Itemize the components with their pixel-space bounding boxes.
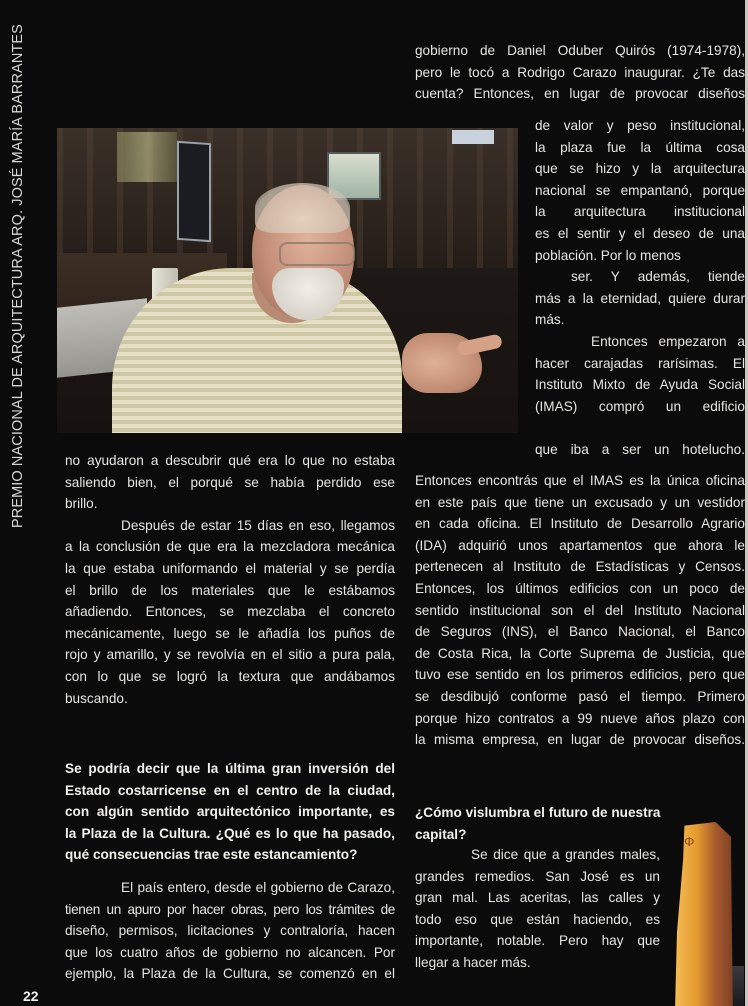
text-line: Instituto Mixto de Ayuda Social [535,377,745,393]
interview-question-future [415,802,675,845]
text-line: es el sentir y el deseo de una [535,225,745,241]
text-line: nacional se empantanó, porque [535,182,745,198]
photo-monitor [177,141,211,242]
text-line: llegar a hacer más. [415,954,531,970]
text-line: con lo que se logró la textura que andábamos [65,668,395,684]
text-line: el brillo de los materiales que le estábamos [65,582,395,598]
text-line: tuvo ese sentido en los primeros edificios, pero que [415,667,745,683]
question-line: Se podría decir que la última gran inversión del [65,761,395,776]
question-line: con algún sentido arquitectónico importante, es [65,804,395,820]
interview-answer-plaza [65,877,395,985]
photo-window [117,132,177,182]
text-line: Entonces encontrás que el IMAS es la única oficina [415,473,745,488]
text-line: más a la eternidad, quiere durar [535,290,745,306]
text-line: importante, notable. Pero hay que [415,933,660,949]
right-column-top [415,40,745,105]
text-line: la plaza fue la última cosa [535,139,745,155]
text-line: (IDA) adquirió unos apartamentos que ahora le [415,537,745,553]
text-line: de Seguros (INS), el Banco Nacional, el Banco [415,624,745,640]
text-line: de valor y peso institucional, [535,118,745,133]
right-column-wrap [535,115,745,417]
text-line: Entonces empezaron a [591,333,745,349]
text-line: buscando. [65,690,128,706]
text-line: El país entero, desde el gobierno de Carazo, [121,880,395,895]
running-header: PREMIO NACIONAL DE ARQUITECTURA ARQ. JOSÉ MARÍA BARRANTES [10,24,26,528]
text-line: en cada oficina. El Instituto de Desarrollo Agrario [415,516,745,532]
text-line: a la conclusión de que era la mezcladora mecánica [65,539,395,555]
photo-hair [255,183,350,233]
text-line: más. [535,312,565,328]
text-line: ejemplo, la Plaza de la Cultura, se comenzó en el [65,966,395,982]
question-line: ¿Cómo vislumbra el futuro de nuestra [415,805,661,820]
text-line: que los cuatro años de gobierno no alcancen. Por [65,944,395,960]
text-line: se desdibujó conforme pasó el tiempo. Primero [415,688,745,704]
text-line: hacer carajadas rarísimas. El [535,355,745,371]
interview-question-plaza [65,758,395,866]
text-line: porque hizo contratos a 99 nueve años plazo con [415,710,745,726]
photo-screen [452,130,494,144]
text-line: que iba a ser un hotelucho. [535,442,745,457]
text-line: gran mal. Las aceritas, las calles y [415,890,660,906]
text-line: pero le tocó a Rodrigo Carazo inaugurar. ¿Te das [415,64,745,80]
text-line: brillo. [65,496,98,512]
text-line: población. Por lo menos [535,247,681,263]
text-line: cuenta? Entonces, en lugar de provocar diseños [415,86,745,102]
interview-answer-future [415,844,660,974]
text-line: tienen un apuro por hacer obras, pero los trámites de [65,901,395,917]
text-line: que se hizo y la arquitectura [535,161,745,177]
text-line: en este país que tiene un excusado y un vestidor [415,494,745,510]
award-sculpture [672,822,734,1006]
text-line: saliendo bien, el porqué se había perdido ese [65,474,395,490]
text-line: de Costa Rica, la Corte Suprema de Justicia, que [415,645,745,661]
text-line: pertenecen al Instituto de Estadísticas y Censos. [415,559,745,575]
text-line: la arquitectura institucional [535,204,745,220]
text-line: la misma empresa, en lugar de provocar diseños. [415,732,745,748]
page-number: 22 [23,988,39,1004]
text-line: gobierno de Daniel Oduber Quirós (1974-1978), [415,43,745,58]
text-line: todo eso que están haciendo, es [415,911,660,927]
question-line: la Plaza de la Cultura. ¿Qué es lo que ha pasado, [65,825,395,841]
text-line: (IMAS) compró un edificio [535,398,745,414]
text-line: mecánicamente, luego se le añadía los puños de [65,625,395,641]
text-line: ser. Y además, tiende [571,269,745,285]
portrait-photo [57,128,518,433]
text-line: la que estaba uniformando el material y se perdía [65,560,395,576]
text-line: Después de estar 15 días en eso, llegamos [121,517,395,533]
question-line: qué consecuencias trae este estancamiento? [65,847,358,863]
text-line: añadiendo. Entonces, se mezclaba el concreto [65,604,395,620]
text-line: sentido institucional son el del Instituto Nacional [415,602,745,618]
right-column-wrap-end [535,439,745,461]
engraved-symbol-icon: Φ [684,834,695,849]
text-line: diseño, permisos, licitaciones y contraloría, hacen [65,923,395,939]
text-line: Entonces, los últimos edificios con un poco de [415,580,745,596]
photo-glasses [279,242,355,266]
right-column-bottom [415,470,745,751]
text-line: grandes remedios. San José es un [415,868,660,884]
question-line: Estado costarricense en el centro de la ciudad, [65,782,395,798]
sculpture-body [672,822,734,1006]
question-line: capital? [415,826,467,842]
text-line: rojo y amarillo, y se revolvía en el sitio a pura pala, [65,647,395,663]
text-line: no ayudaron a descubrir qué era lo que no estaba [65,453,395,468]
left-column-body [65,450,395,709]
text-line: Se dice que a grandes males, [471,847,660,862]
